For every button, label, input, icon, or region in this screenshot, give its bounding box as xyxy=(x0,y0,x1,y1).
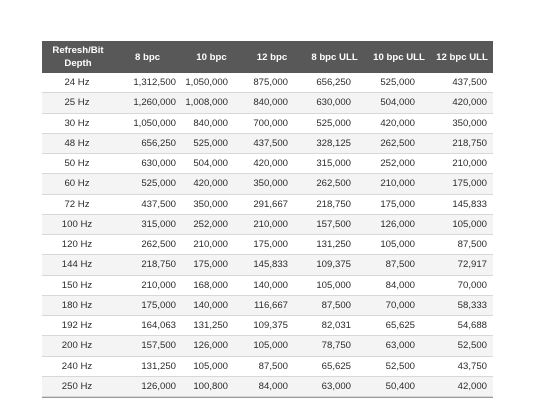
table-cell: 420,000 xyxy=(431,93,493,113)
table-cell: 105,000 xyxy=(181,356,242,376)
table-cell: 164,063 xyxy=(114,316,181,336)
table-row xyxy=(42,316,493,336)
table-cell: 218,750 xyxy=(114,255,181,275)
table-cell: 145,833 xyxy=(242,255,302,275)
table-row xyxy=(42,295,493,315)
table-cell: 82,031 xyxy=(302,316,367,336)
table-cell: 504,000 xyxy=(181,154,242,174)
table-cell: 630,000 xyxy=(302,93,367,113)
table-cell: 315,000 xyxy=(302,154,367,174)
table-row xyxy=(42,174,493,194)
table-row xyxy=(42,356,493,376)
table-cell: 1,050,000 xyxy=(114,113,181,133)
table-cell: 656,250 xyxy=(114,133,181,153)
table-cell: 350,000 xyxy=(242,174,302,194)
row-label-cell: 192 Hz xyxy=(42,316,114,336)
table-cell: 437,500 xyxy=(114,194,181,214)
table-cell: 291,667 xyxy=(242,194,302,214)
table-cell: 70,000 xyxy=(431,275,493,295)
table-cell: 1,312,500 xyxy=(114,73,181,93)
table-cell: 109,375 xyxy=(302,255,367,275)
row-label-cell: 48 Hz xyxy=(42,133,114,153)
row-label-cell: 50 Hz xyxy=(42,154,114,174)
table-cell: 168,000 xyxy=(181,275,242,295)
row-label-cell: 150 Hz xyxy=(42,275,114,295)
table-row xyxy=(42,93,493,113)
table-cell: 175,000 xyxy=(242,235,302,255)
table-cell: 350,000 xyxy=(431,113,493,133)
table-cell: 210,000 xyxy=(114,275,181,295)
table-cell: 65,625 xyxy=(367,316,431,336)
row-label-cell: 200 Hz xyxy=(42,336,114,356)
table-cell: 63,000 xyxy=(367,336,431,356)
table-cell: 210,000 xyxy=(242,214,302,234)
row-label-cell: 250 Hz xyxy=(42,376,114,396)
table-cell: 656,250 xyxy=(302,73,367,93)
table-cell: 157,500 xyxy=(302,214,367,234)
table-cell: 105,000 xyxy=(367,235,431,255)
table-cell: 131,250 xyxy=(181,316,242,336)
table-row xyxy=(42,255,493,275)
column-header: Refresh/Bit Depth xyxy=(42,41,114,73)
table-cell: 157,500 xyxy=(114,336,181,356)
column-header: 8 bpc ULL xyxy=(302,41,367,73)
table-cell: 105,000 xyxy=(302,275,367,295)
table-cell: 252,000 xyxy=(367,154,431,174)
table-cell: 175,000 xyxy=(431,174,493,194)
table-cell: 65,625 xyxy=(302,356,367,376)
table-cell: 218,750 xyxy=(302,194,367,214)
table-cell: 1,008,000 xyxy=(181,93,242,113)
table-cell: 210,000 xyxy=(181,235,242,255)
table-cell: 145,833 xyxy=(431,194,493,214)
refresh-bitdepth-table xyxy=(42,41,493,397)
table-cell: 252,000 xyxy=(181,214,242,234)
table-cell: 63,000 xyxy=(302,376,367,396)
table-cell: 116,667 xyxy=(242,295,302,315)
table-row xyxy=(42,235,493,255)
table-cell: 420,000 xyxy=(242,154,302,174)
table-cell: 525,000 xyxy=(302,113,367,133)
table-cell: 70,000 xyxy=(367,295,431,315)
table-row xyxy=(42,194,493,214)
table-cell: 84,000 xyxy=(242,376,302,396)
table-cell: 840,000 xyxy=(242,93,302,113)
table-cell: 210,000 xyxy=(367,174,431,194)
table-cell: 328,125 xyxy=(302,133,367,153)
table-cell: 525,000 xyxy=(367,73,431,93)
table-cell: 131,250 xyxy=(114,356,181,376)
table-cell: 525,000 xyxy=(181,133,242,153)
table-cell: 52,500 xyxy=(367,356,431,376)
table-cell: 87,500 xyxy=(367,255,431,275)
table-cell: 131,250 xyxy=(302,235,367,255)
column-header: 10 bpc ULL xyxy=(367,41,431,73)
table-cell: 262,500 xyxy=(302,174,367,194)
row-label-cell: 60 Hz xyxy=(42,174,114,194)
table-cell: 50,400 xyxy=(367,376,431,396)
row-label-cell: 144 Hz xyxy=(42,255,114,275)
row-label-cell: 240 Hz xyxy=(42,356,114,376)
table-cell: 262,500 xyxy=(114,235,181,255)
column-header: 12 bpc xyxy=(242,41,302,73)
table-row xyxy=(42,73,493,93)
table-cell: 630,000 xyxy=(114,154,181,174)
row-label-cell: 180 Hz xyxy=(42,295,114,315)
table-cell: 420,000 xyxy=(367,113,431,133)
table-cell: 54,688 xyxy=(431,316,493,336)
table-cell: 504,000 xyxy=(367,93,431,113)
table-row xyxy=(42,376,493,396)
table-cell: 840,000 xyxy=(181,113,242,133)
table-cell: 175,000 xyxy=(181,255,242,275)
table-cell: 87,500 xyxy=(431,235,493,255)
table-row xyxy=(42,275,493,295)
table-cell: 700,000 xyxy=(242,113,302,133)
table-cell: 350,000 xyxy=(181,194,242,214)
row-label-cell: 72 Hz xyxy=(42,194,114,214)
table-cell: 58,333 xyxy=(431,295,493,315)
table-body xyxy=(42,73,493,397)
table-cell: 218,750 xyxy=(431,133,493,153)
table-cell: 72,917 xyxy=(431,255,493,275)
row-label-cell: 30 Hz xyxy=(42,113,114,133)
table-cell: 210,000 xyxy=(431,154,493,174)
row-label-cell: 100 Hz xyxy=(42,214,114,234)
table-cell: 175,000 xyxy=(114,295,181,315)
header-row xyxy=(42,41,493,73)
row-label-cell: 25 Hz xyxy=(42,93,114,113)
table-cell: 78,750 xyxy=(302,336,367,356)
table-cell: 175,000 xyxy=(367,194,431,214)
table-cell: 1,260,000 xyxy=(114,93,181,113)
table-cell: 105,000 xyxy=(431,214,493,234)
row-label-cell: 24 Hz xyxy=(42,73,114,93)
table-cell: 109,375 xyxy=(242,316,302,336)
table-cell: 262,500 xyxy=(367,133,431,153)
table-header xyxy=(42,41,493,73)
table-row xyxy=(42,133,493,153)
table-cell: 43,750 xyxy=(431,356,493,376)
table-cell: 126,000 xyxy=(114,376,181,396)
table-cell: 126,000 xyxy=(367,214,431,234)
table-cell: 437,500 xyxy=(242,133,302,153)
table-cell: 126,000 xyxy=(181,336,242,356)
table-row xyxy=(42,113,493,133)
column-header: 10 bpc xyxy=(181,41,242,73)
row-label-cell: 120 Hz xyxy=(42,235,114,255)
table-cell: 140,000 xyxy=(242,275,302,295)
table-cell: 42,000 xyxy=(431,376,493,396)
table-cell: 1,050,000 xyxy=(181,73,242,93)
table-cell: 87,500 xyxy=(242,356,302,376)
table-row xyxy=(42,336,493,356)
table-cell: 437,500 xyxy=(431,73,493,93)
table-cell: 420,000 xyxy=(181,174,242,194)
table-cell: 875,000 xyxy=(242,73,302,93)
table-cell: 525,000 xyxy=(114,174,181,194)
table-cell: 315,000 xyxy=(114,214,181,234)
table-cell: 105,000 xyxy=(242,336,302,356)
table-cell: 84,000 xyxy=(367,275,431,295)
data-table-container xyxy=(42,41,493,398)
table-bottom-rule xyxy=(42,397,493,398)
table-row xyxy=(42,214,493,234)
table-cell: 87,500 xyxy=(302,295,367,315)
column-header: 8 bpc xyxy=(114,41,181,73)
table-row xyxy=(42,154,493,174)
column-header: 12 bpc ULL xyxy=(431,41,493,73)
table-cell: 100,800 xyxy=(181,376,242,396)
table-cell: 140,000 xyxy=(181,295,242,315)
table-cell: 52,500 xyxy=(431,336,493,356)
